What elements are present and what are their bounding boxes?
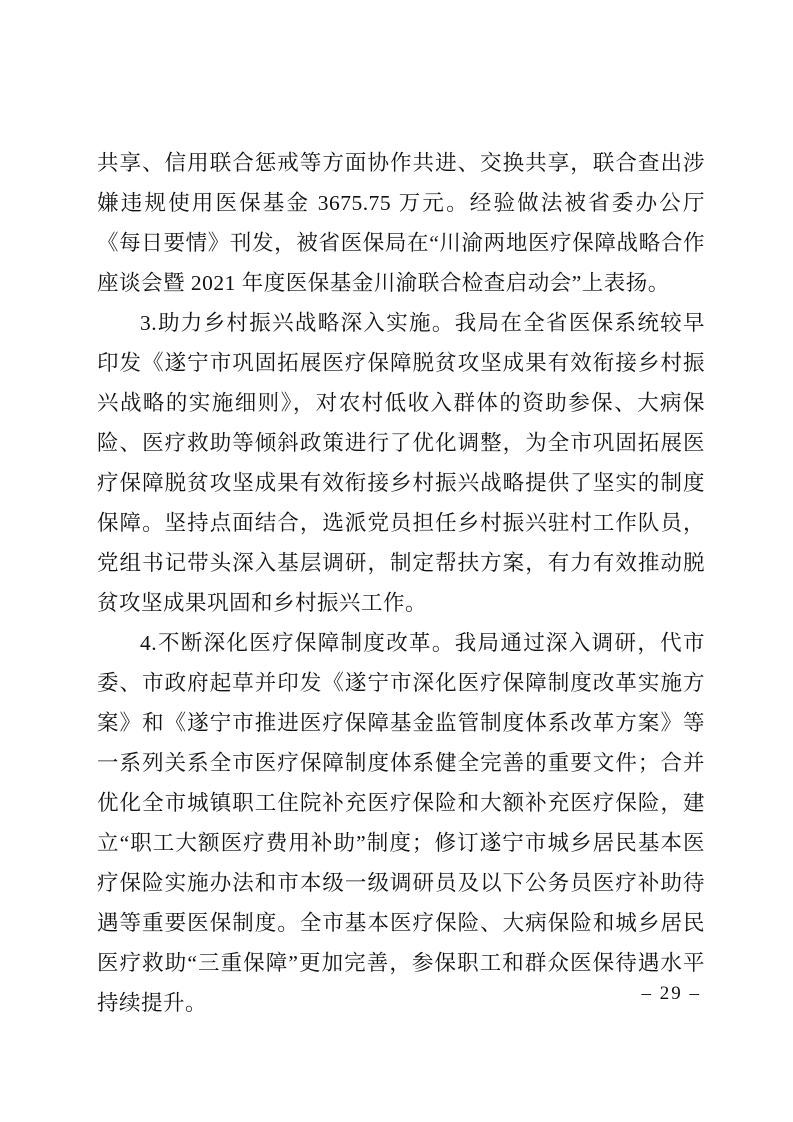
page-number: – 29 – (641, 983, 701, 1004)
paragraph-item-4: 4.不断深化医疗保障制度改革。我局通过深入调研，代市委、市政府起草并印发《遂宁市深化医疗保障制度改革实施方案》和《遂宁市推进医疗保障基金监管制度体系改革方案》等一系列关系全市医疗保障制度体系健全完善的重要文件；合并优化全市城镇职工住院补充医疗保险和大额补充医疗保险，建立“职工大额医疗费用补助”制度；修订遂宁市城乡居民基本医疗保险实施办法和市本级一级调研员及以下公务员医疗补助待遇等重要医保制度。全市基本医疗保险、大病保险和城乡居民医疗救助“三重保障”更加完善，参保职工和群众医保待遇水平持续提升。 (97, 631, 705, 1015)
paragraph-item-3: 3.助力乡村振兴战略深入实施。我局在全省医保系统较早印发《遂宁市巩固拓展医疗保障脱贫攻坚成果有效衔接乡村振兴战略的实施细则》，对农村低收入群体的资助参保、大病保险、医疗救助等倾斜政策进行了优化调整，为全市巩固拓展医疗保障脱贫攻坚成果有效衔接乡村振兴战略提供了坚实的制度保障。坚持点面结合，选派党员担任乡村振兴驻村工作队员，党组书记带头深入基层调研，制定帮扶方案，有力有效推动脱贫攻坚成果巩固和乡村振兴工作。 (97, 311, 705, 615)
document-body (97, 143, 705, 1023)
paragraph-continuation: 共享、信用联合惩戒等方面协作共进、交换共享，联合查出涉嫌违规使用医保基金 3675.75 万元。经验做法被省委办公厅《每日要情》刊发，被省医保局在“川渝两地医疗保障战略合作座谈会暨 2021 年度医保基金川渝联合检查启动会”上表扬。 (97, 151, 705, 295)
